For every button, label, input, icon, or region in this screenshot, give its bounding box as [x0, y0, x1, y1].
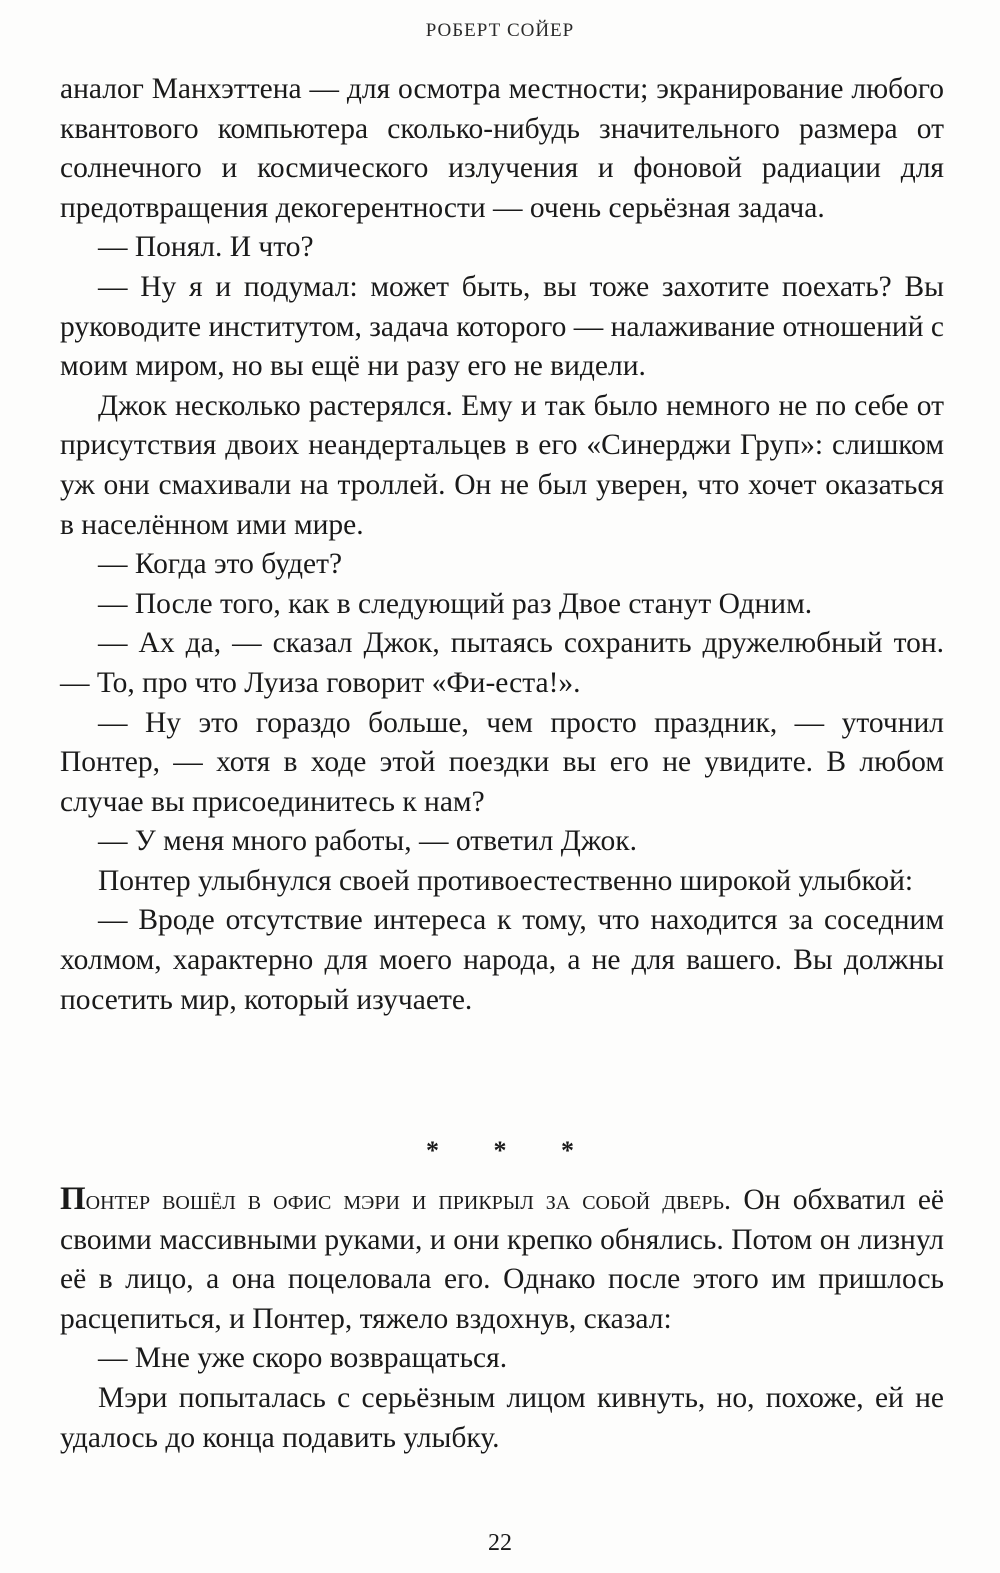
paragraph: — У меня много работы, — ответил Джок.: [98, 825, 637, 858]
paragraph: — Мне уже скоро возвращаться.: [98, 1342, 508, 1375]
paragraph: — Ах да, — сказал Джок, пытаясь сохранить дружелюбный тон. — То, про что Луиза говорит «Фи-еста!».: [60, 627, 944, 699]
running-head: РОБЕРТ СОЙЕР: [425, 20, 575, 41]
paragraph: — Вроде отсутствие интереса к тому, что находится за соседним холмом, характерно для моего народа, а не для вашего. Вы должны посетить мир, который изучаете.: [60, 904, 944, 1016]
lead-capital: П: [60, 1181, 86, 1217]
paragraph: — Понял. И что?: [98, 231, 314, 264]
scene-opening-paragraph: [60, 1180, 944, 1339]
paragraph: аналог Манхэттена — для осмотра местности; экранирование любого квантового компьютера сколько-нибудь значительного размера от солнечного и космического излучения и фоновой радиации для предотвращения декогерентности — очень серьёзная задача.: [60, 73, 944, 224]
lead-small-caps: онтер вошёл в офис мэри и прикрыл за собой дверь.: [85, 1185, 732, 1216]
paragraph: — После того, как в следующий раз Двое станут Одним.: [98, 587, 813, 620]
opening-rest: Он обхватил её своими массивными руками, и они крепко обнялись. Потом он лизнул её в лицо, а она поцеловала его. Однако после этого им пришлось расцепиться, и Понтер, тяжело вздохнув, сказал:: [60, 1184, 945, 1335]
paragraph: Мэри попыталась с серьёзным лицом кивнуть, но, похоже, ей не удалось до конца подавить улыбку.: [60, 1381, 944, 1454]
paragraph: — Когда это будет?: [98, 548, 343, 581]
paragraph: Джок несколько растерялся. Ему и так было немного не по себе от присутствия двоих неандертальцев в его «Синерджи Груп»: слишком уж они смахивали на троллей. Он не был уверен, что хочет оказаться в населённом ими мире.: [60, 389, 944, 541]
paragraph: Понтер улыбнулся своей противоестественно широкой улыбкой:: [98, 864, 914, 897]
paragraph: — Ну я и подумал: может быть, вы тоже захотите поехать? Вы руководите институтом, задача которого — налаживание отношений с моим миром, но вы ещё ни разу его не видели.: [60, 270, 944, 383]
scene-break: * * *: [426, 1136, 598, 1165]
text-block-main: [60, 70, 944, 1020]
text-block-scene: [60, 1180, 944, 1458]
page-number: 22: [488, 1530, 512, 1556]
paragraph: — Ну это гораздо больше, чем просто праздник, — уточнил Понтер, — хотя в ходе этой поездки вы его не увидите. В любом случае вы присоединитесь к нам?: [60, 706, 944, 818]
